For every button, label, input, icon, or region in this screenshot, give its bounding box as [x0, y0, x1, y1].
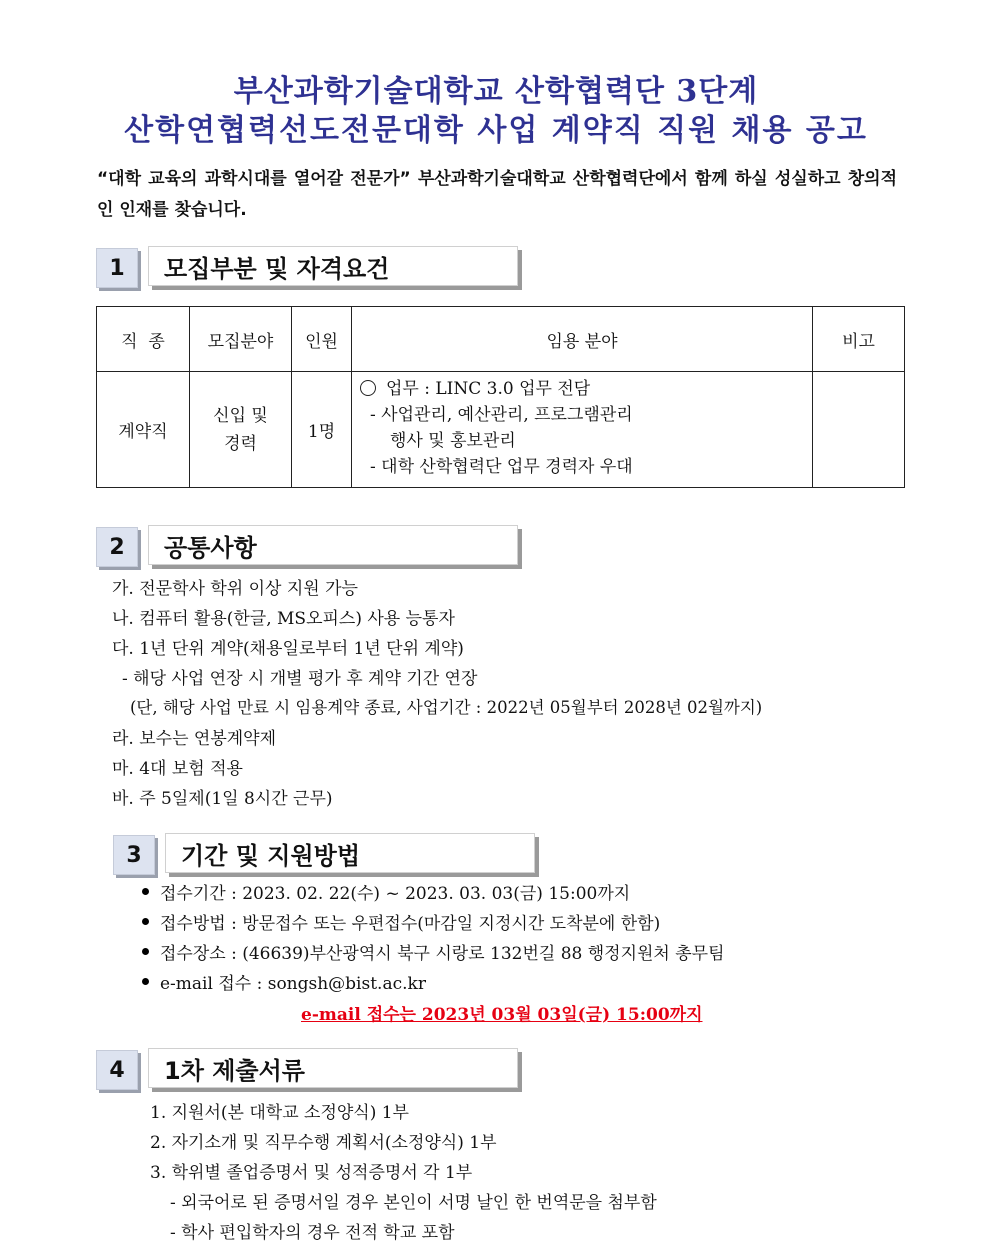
bullet-icon	[142, 888, 149, 895]
table-row	[97, 372, 905, 488]
bullet-icon	[142, 948, 149, 955]
table-header-row	[97, 307, 905, 372]
header-cell: 인원	[292, 307, 352, 372]
header-cell: 모집분야	[190, 307, 292, 372]
duty-line	[360, 376, 812, 402]
page-title-line1: 부산과학기술대학교 산학협력단 3단계	[233, 74, 759, 109]
apply-item: 접수기간 : 2023. 02. 22(수) ~ 2023. 03. 03(금) 15:00까지	[160, 884, 631, 904]
common-item: 바. 주 5일제(1일 8시간 근무)	[112, 789, 333, 809]
apply-item: 접수장소 : (46639)부산광역시 북구 시랑로 132번길 88 행정지원처 총무팀	[160, 944, 725, 964]
document-item: - 외국어로 된 증명서일 경우 본인이 서명 날인 한 번역문을 첨부함	[170, 1193, 657, 1213]
recruit-table	[96, 306, 905, 488]
section-number: 1	[96, 248, 138, 288]
bullet-icon	[142, 978, 149, 985]
section-title: 기간 및 지원방법	[165, 833, 535, 873]
header-cell: 직 종	[97, 307, 190, 372]
section-number: 3	[113, 835, 155, 875]
document-item: - 학사 편입학자의 경우 전적 학교 포함	[170, 1223, 455, 1243]
duties-cell	[352, 372, 813, 488]
apply-item: e-mail 접수 : songsh@bist.ac.kr	[160, 974, 426, 994]
intro-text: “대학 교육의 과학시대를 열어갈 전문가” 부산과학기술대학교 산학협력단에서 함께 하실 성실하고 창의적인 인재를 찾습니다.	[97, 169, 897, 220]
common-item: 다. 1년 단위 계약(채용일로부터 1년 단위 계약)	[112, 639, 464, 659]
section-title: 1차 제출서류	[148, 1048, 518, 1088]
note-cell	[813, 372, 905, 488]
field-line: 경력	[224, 433, 257, 454]
job-type-cell: 계약직	[97, 372, 190, 488]
field-line: 신입 및	[213, 405, 268, 426]
document-item: 3. 학위별 졸업증명서 및 성적증명서 각 1부	[150, 1163, 473, 1183]
common-item: 마. 4대 보험 적용	[112, 759, 243, 779]
section-2-header	[96, 525, 526, 573]
section-1-header	[96, 246, 526, 294]
common-item: 가. 전문학사 학위 이상 지원 가능	[112, 579, 358, 599]
header-cell: 비고	[813, 307, 905, 372]
common-item: 라. 보수는 연봉계약제	[112, 729, 277, 749]
duty-text: 업무 : LINC 3.0 업무 전담	[386, 379, 591, 399]
document-item: 2. 자기소개 및 직무수행 계획서(소정양식) 1부	[150, 1133, 497, 1153]
section-3-header	[113, 833, 543, 881]
common-item: 나. 컴퓨터 활용(한글, MS오피스) 사용 능통자	[112, 609, 455, 629]
email-deadline-notice: e-mail 접수는 2023년 03월 03일(금) 15:00까지	[301, 1005, 703, 1025]
bullet-icon	[142, 918, 149, 925]
section-title: 공통사항	[148, 525, 518, 565]
page-title-line2: 산학연협력선도전문대학 사업 계약직 직원 채용 공고	[124, 113, 868, 148]
section-number: 4	[96, 1050, 138, 1090]
document-item: 1. 지원서(본 대학교 소정양식) 1부	[150, 1103, 409, 1123]
common-item: - 해당 사업 연장 시 개별 평가 후 계약 기간 연장	[122, 669, 478, 689]
duty-line: - 대학 산학협력단 업무 경력자 우대	[370, 457, 633, 477]
duty-line: 행사 및 홍보관리	[390, 431, 516, 451]
apply-item: 접수방법 : 방문접수 또는 우편접수(마감일 지정시간 도착분에 한함)	[160, 914, 661, 934]
duty-line: - 사업관리, 예산관리, 프로그램관리	[370, 405, 633, 425]
section-title: 모집부분 및 자격요건	[148, 246, 518, 286]
circle-icon	[360, 380, 376, 396]
section-number: 2	[96, 527, 138, 567]
common-item: (단, 해당 사업 만료 시 임용계약 종료, 사업기간 : 2022년 05월부터 2028년 02월까지)	[130, 698, 763, 717]
section-4-header	[96, 1048, 526, 1096]
field-cell	[190, 372, 292, 488]
header-cell: 임용 분야	[352, 307, 813, 372]
count-cell: 1명	[292, 372, 352, 488]
